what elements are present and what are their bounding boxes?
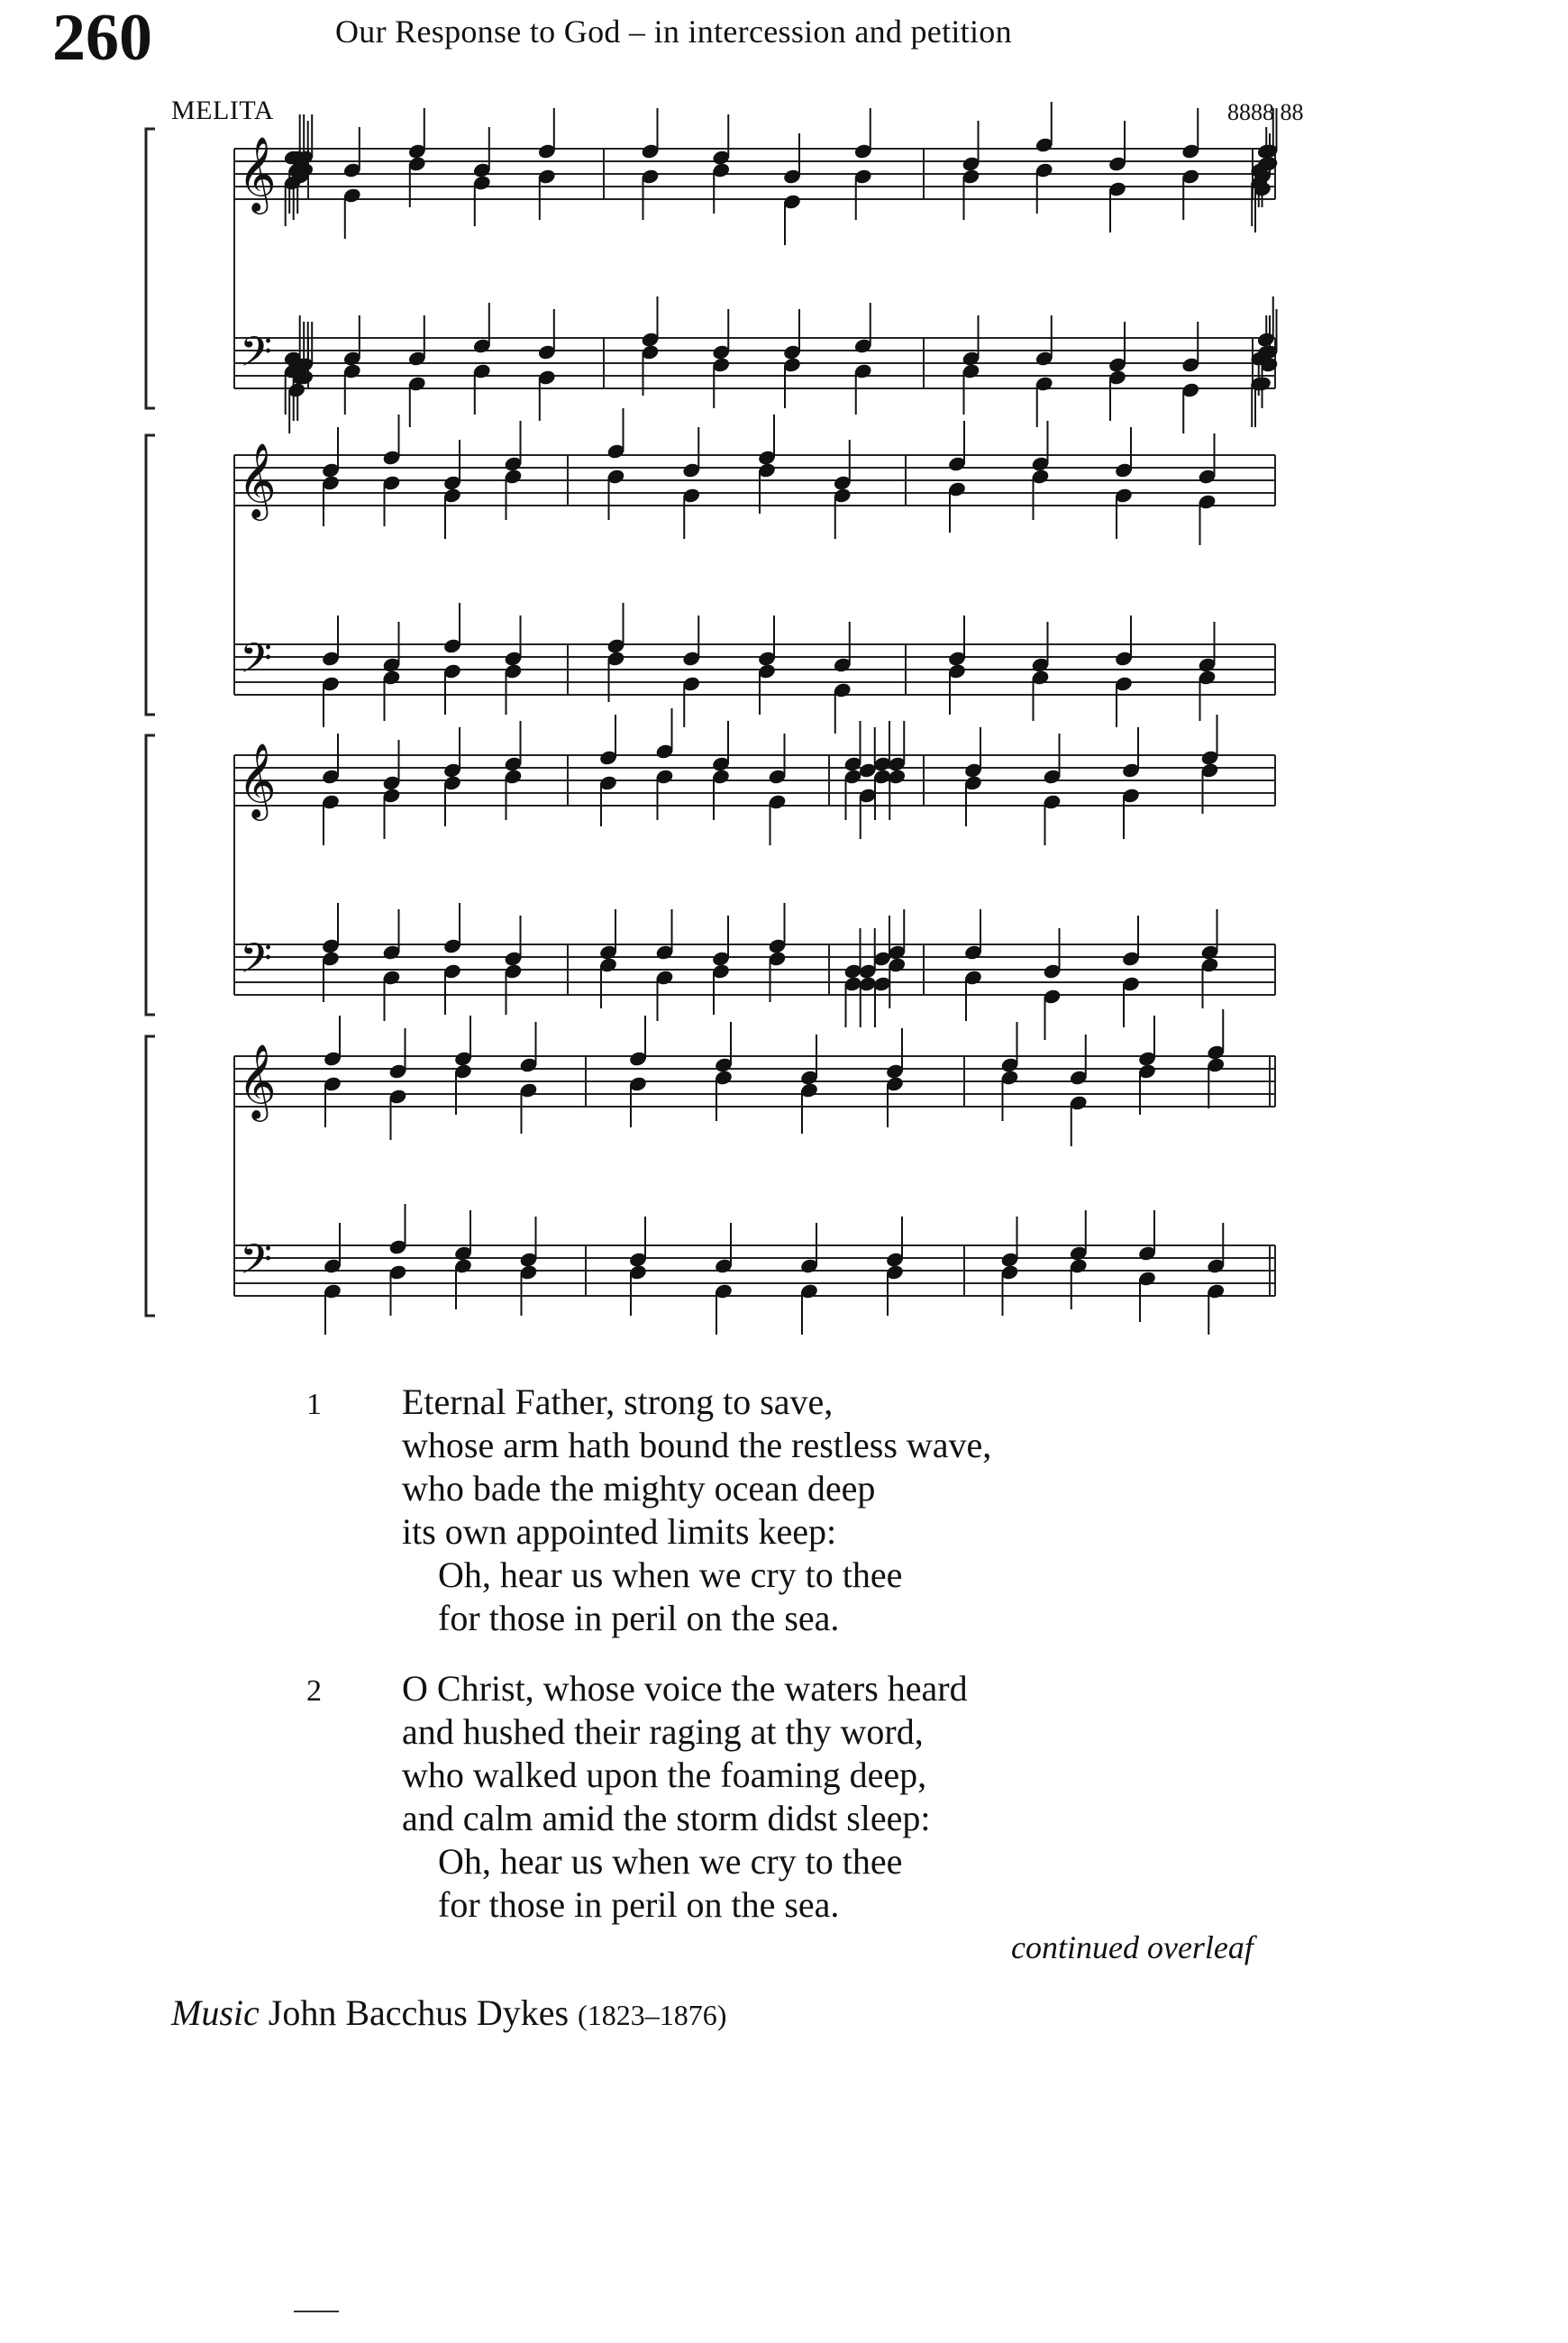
verse-line: who walked upon the foaming deep, (402, 1755, 927, 1795)
treble-clef-icon: 𝄞 (238, 135, 277, 211)
metre: 8888 88 (1227, 99, 1304, 125)
verse-line: who bade the mighty ocean deep (402, 1468, 876, 1509)
tune-name: MELITA (171, 96, 274, 125)
system-bracket (146, 735, 155, 1015)
bass-clef-icon: 𝄢 (240, 328, 273, 387)
verse-line: O Christ, whose voice the waters heard (402, 1668, 968, 1709)
treble-clef-icon: 𝄞 (238, 442, 277, 517)
verse-refrain-line: for those in peril on the sea. (438, 1598, 840, 1638)
footer-rule (294, 2311, 339, 2312)
bass-clef-icon: 𝄢 (240, 934, 273, 993)
verse-refrain-line: Oh, hear us when we cry to thee (438, 1841, 903, 1882)
system-bracket (146, 129, 155, 408)
verse-number: 1 (306, 1388, 322, 1421)
credit-composer: John Bacchus Dykes (268, 1992, 570, 2033)
verse-line: and calm amid the storm didst sleep: (402, 1798, 931, 1838)
continued-overleaf: continued overleaf (1011, 1929, 1253, 1965)
credit-dates: (1823–1876) (578, 1999, 727, 2031)
treble-clef-icon: 𝄞 (238, 1043, 277, 1118)
verse-refrain-line: for those in peril on the sea. (438, 1884, 840, 1925)
verse-line: Eternal Father, strong to save, (402, 1381, 834, 1422)
credit-label: Music (171, 1992, 260, 2033)
verse-line: its own appointed limits keep: (402, 1511, 837, 1552)
music-credit (171, 1992, 726, 2034)
verse-line: and hushed their raging at thy word, (402, 1711, 924, 1752)
verse-number: 2 (306, 1674, 322, 1708)
verse-line: whose arm hath bound the restless wave, (402, 1425, 992, 1465)
bass-clef-icon: 𝄢 (240, 634, 273, 693)
verse-refrain-line: Oh, hear us when we cry to thee (438, 1554, 903, 1595)
running-head: Our Response to God – in intercession and petition (335, 14, 1012, 50)
hymn-number: 260 (52, 1, 152, 75)
system-bracket (146, 435, 155, 715)
bass-clef-icon: 𝄢 (240, 1235, 273, 1294)
system-bracket (146, 1036, 155, 1316)
treble-clef-icon: 𝄞 (238, 742, 277, 817)
